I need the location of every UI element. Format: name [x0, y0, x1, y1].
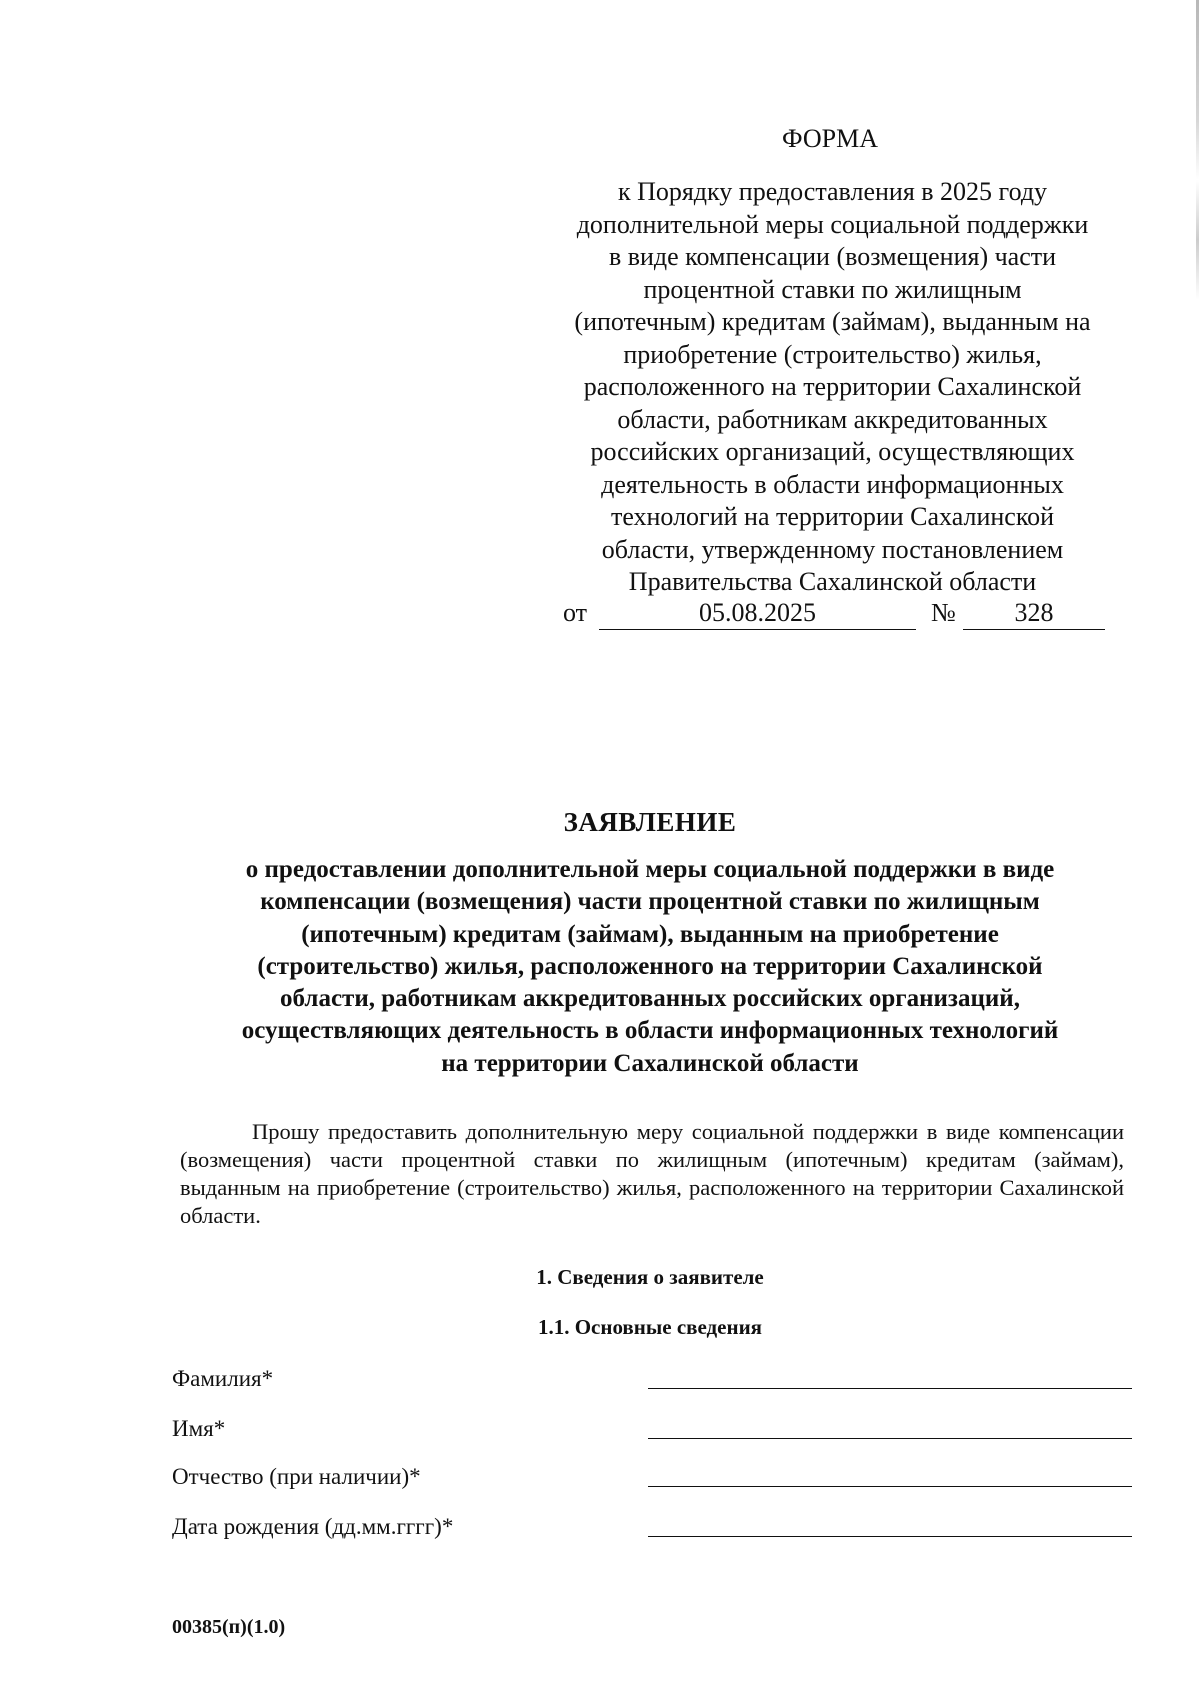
appendix-line: деятельность в области информационных [601, 469, 1064, 499]
surname-row [172, 1366, 1132, 1406]
from-label: от [563, 598, 588, 627]
subtitle-line: (ипотечным) кредитам (займам), выданным на приобретение [301, 920, 999, 948]
subtitle-line: о предоставлении дополнительной меры социальной поддержки в виде [245, 856, 1055, 883]
first-name-field[interactable] [648, 1438, 1132, 1439]
appendix-line: области, утвержденному постановлением [601, 534, 1064, 564]
birth-date-field[interactable] [648, 1536, 1132, 1537]
appendix-line: в виде компенсации (возмещения) части [608, 242, 1057, 271]
appendix-line: (ипотечным) кредитам (займам), выданным на [574, 307, 1091, 336]
appendix-line: приобретение (строительство) жилья, [623, 339, 1042, 369]
section-heading-basic-info: 1.1. Основные сведения [537, 1315, 763, 1339]
appendix-line: области, работникам аккредитованных [617, 404, 1048, 434]
subtitle-line: области, работникам аккредитованных российских организаций, [280, 985, 1020, 1013]
number-label: № [931, 598, 956, 627]
document-title: ЗАЯВЛЕНИЕ [563, 807, 737, 837]
appendix-line: дополнительной меры социальной поддержки [576, 209, 1089, 239]
scan-edge-artifact [1196, 0, 1199, 300]
appendix-line: процентной ставки по жилищным [643, 274, 1022, 304]
first-name-row [172, 1416, 1132, 1456]
appendix-line: расположенного на территории Сахалинской [583, 372, 1082, 401]
subtitle-line: (строительство) жилья, расположенного на территории Сахалинской [257, 952, 1043, 980]
patronymic-label: Отчество (при наличии)* [172, 1464, 421, 1489]
subtitle-line: на территории Сахалинской области [441, 1049, 859, 1077]
appendix-line: технологий на территории Сахалинской [610, 502, 1055, 531]
appendix-line: к Порядку предоставления в 2025 году [617, 177, 1048, 206]
surname-label: Фамилия* [172, 1366, 274, 1391]
appendix-line: Правительства Сахалинской области [628, 567, 1037, 596]
patronymic-row [172, 1464, 1132, 1504]
first-name-label: Имя* [172, 1416, 226, 1441]
appendix-line: российских организаций, осуществляющих [590, 437, 1075, 466]
section-heading-applicant: 1. Сведения о заявителе [536, 1265, 764, 1289]
patronymic-field[interactable] [648, 1486, 1132, 1487]
request-paragraph: Прошу предоставить дополнительную меру социальной поддержки в виде компенсации (возмещения) части процентной ставки по жилищным (ипотечным) кредитам (займам), выданным на приобретение (строительство) жилья, расположенного на территории Сахалинской области. [180, 1119, 1124, 1228]
form-label: ФОРМА [782, 124, 878, 153]
appendix-reference [545, 176, 1120, 599]
form-code: 00385(п)(1.0) [172, 1616, 286, 1638]
birth-date-label: Дата рождения (дд.мм.гггг)* [172, 1514, 454, 1539]
resolution-reference [563, 598, 1123, 632]
surname-field[interactable] [648, 1388, 1132, 1389]
subtitle-line: компенсации (возмещения) части процентной ставки по жилищным [260, 888, 1040, 916]
document-subtitle [170, 854, 1130, 1080]
resolution-date: 05.08.2025 [599, 598, 916, 630]
birth-date-row [172, 1514, 1132, 1554]
resolution-number: 328 [963, 598, 1105, 630]
subtitle-line: осуществляющих деятельность в области информационных технологий [241, 1017, 1059, 1045]
